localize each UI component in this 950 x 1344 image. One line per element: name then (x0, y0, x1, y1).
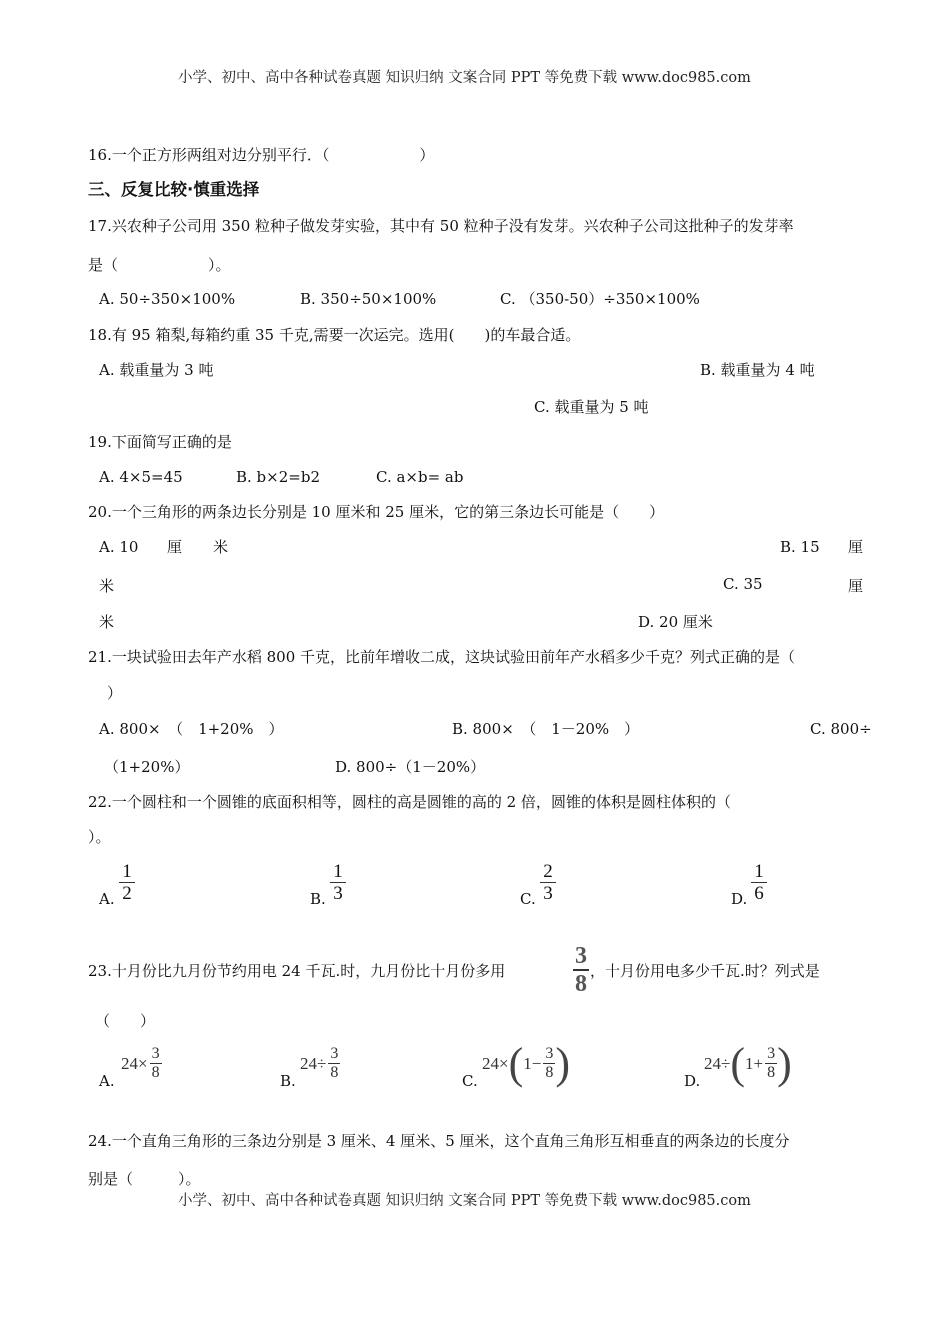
fraction-denominator: 3 (543, 883, 553, 904)
fraction (765, 1046, 777, 1081)
q23-option-b-label[interactable]: B. (280, 1072, 296, 1090)
fraction-numerator: 3 (330, 1045, 339, 1062)
q23-option-b-expression[interactable] (300, 1046, 340, 1081)
q22-option-d-label[interactable]: D. (731, 890, 748, 908)
question-22-line2: ）。 (88, 828, 111, 846)
right-paren-icon: ) (777, 1039, 792, 1088)
fraction-numerator: 3 (545, 1045, 554, 1063)
fraction-denominator: 3 (333, 883, 343, 904)
q20-option-b-unit2: 米 (99, 577, 115, 595)
q20-option-b[interactable]: B. 15 (780, 538, 820, 556)
q22-option-b-label[interactable]: B. (310, 890, 326, 908)
q23-option-c-label[interactable]: C. (462, 1072, 478, 1090)
q22-option-b-fraction[interactable] (330, 862, 346, 903)
q23-fraction (573, 944, 589, 996)
q20-option-a-unit1: 厘 (167, 538, 183, 556)
q20-option-c-unit1: 厘 (848, 577, 864, 595)
question-17-line2: 是（ ）。 (88, 256, 231, 274)
q20-option-c-unit2: 米 (99, 613, 115, 631)
q23-option-d-expression[interactable] (704, 1039, 792, 1088)
fraction-denominator: 8 (330, 1064, 339, 1081)
expression-prefix: 24× (121, 1053, 148, 1073)
question-22-line1: 22.一个圆柱和一个圆锥的底面积相等，圆柱的高是圆锥的高的 2 倍，圆锥的体积是圆柱体积的（ (88, 793, 731, 811)
q21-option-c-cont: （1+20%） (104, 758, 190, 776)
fraction-numerator: 1 (333, 861, 343, 882)
q23-option-d-label[interactable]: D. (684, 1072, 701, 1090)
q20-option-b-unit1: 厘 (848, 538, 864, 556)
fraction-denominator: 8 (545, 1064, 554, 1082)
question-23-line2: （ ） (95, 1012, 156, 1030)
fraction (328, 1046, 340, 1081)
expression-prefix: 24× (482, 1053, 509, 1073)
right-paren-icon: ) (555, 1039, 570, 1088)
q23-option-a-label[interactable]: A. (99, 1072, 115, 1090)
question-20: 20.一个三角形的两条边长分别是 10 厘米和 25 厘米，它的第三条边长可能是（ ） (88, 503, 665, 521)
fraction-numerator: 1 (122, 861, 132, 882)
q21-option-b[interactable]: B. 800× （ 1－20% ） (452, 720, 640, 738)
fraction-numerator: 1 (754, 861, 764, 882)
expression-prefix: 24÷ (300, 1053, 327, 1073)
q22-option-a-label[interactable]: A. (99, 890, 115, 908)
q19-option-c[interactable]: C. a×b= ab (376, 468, 464, 486)
page-footer: 小学、初中、高中各种试卷真题 知识归纳 文案合同 PPT 等免费下载 www.doc985.com (178, 1193, 751, 1209)
q21-option-a[interactable]: A. 800× （ 1+20% ） (99, 720, 284, 738)
expression-prefix: 24÷ (704, 1053, 731, 1073)
fraction-denominator: 6 (754, 883, 764, 904)
fraction-denominator: 8 (767, 1064, 776, 1082)
q17-option-c[interactable]: C. （350-50）÷350×100% (500, 290, 700, 308)
q18-option-c[interactable]: C. 载重量为 5 吨 (534, 398, 649, 416)
page-header: 小学、初中、高中各种试卷真题 知识归纳 文案合同 PPT 等免费下载 www.doc985.com (178, 70, 751, 86)
q18-option-a[interactable]: A. 载重量为 3 吨 (99, 361, 214, 379)
q23-option-c-expression[interactable] (482, 1039, 570, 1088)
fraction (543, 1046, 555, 1081)
fraction (150, 1046, 162, 1081)
question-21-line2: ） (107, 684, 123, 702)
left-paren-icon: ( (730, 1039, 745, 1088)
q19-option-a[interactable]: A. 4×5=45 (99, 468, 183, 486)
q20-option-a-unit2: 米 (213, 538, 229, 556)
fraction-numerator: 3 (767, 1045, 776, 1063)
q20-option-c[interactable]: C. 35 (723, 575, 763, 593)
expression-inner: 1+ (745, 1053, 764, 1073)
fraction-denominator: 2 (122, 883, 132, 904)
q22-option-d-fraction[interactable] (751, 862, 767, 903)
fraction-numerator: 3 (151, 1045, 160, 1062)
section-title: 三、反复比较·慎重选择 (88, 180, 260, 199)
expression-inner: 1− (523, 1053, 542, 1073)
question-21-line1: 21.一块试验田去年产水稻 800 千克，比前年增收二成，这块试验田前年产水稻多少千克？列式正确的是（ (88, 648, 796, 666)
question-24-line2: 别是（ ）。 (88, 1170, 201, 1188)
question-23-part2: ，十月份用电多少千瓦.时？列式是 (590, 962, 820, 980)
question-18: 18.有 95 箱梨,每箱约重 35 千克,需要一次运完。选用( )的车最合适。 (88, 326, 581, 344)
question-23-part1: 23.十月份比九月份节约用电 24 千瓦.时，九月份比十月份多用 (88, 962, 506, 980)
fraction-numerator: 2 (543, 861, 553, 882)
q20-option-d[interactable]: D. 20 厘米 (638, 613, 713, 631)
question-16: 16.一个正方形两组对边分别平行．（ ） (88, 146, 435, 164)
q19-option-b[interactable]: B. b×2=b2 (236, 468, 320, 486)
question-24-line1: 24.一个直角三角形的三条边分别是 3 厘米、4 厘米、5 厘米，这个直角三角形互相垂直的两条边的长度分 (88, 1132, 790, 1150)
q23-option-a-expression[interactable] (121, 1046, 162, 1081)
question-19: 19.下面简写正确的是 (88, 433, 232, 451)
question-17-line1: 17.兴农种子公司用 350 粒种子做发芽实验，其中有 50 粒种子没有发芽。兴农种子公司这批种子的发芽率 (88, 217, 794, 235)
q22-option-c-label[interactable]: C. (520, 890, 536, 908)
left-paren-icon: ( (508, 1039, 524, 1088)
fraction-numerator: 3 (575, 943, 587, 969)
fraction-denominator: 8 (151, 1064, 160, 1081)
q22-option-a-fraction[interactable] (119, 862, 135, 903)
q17-option-a[interactable]: A. 50÷350×100% (99, 290, 236, 308)
q21-option-c[interactable]: C. 800÷ (810, 720, 872, 738)
q20-option-a[interactable]: A. 10 (99, 538, 139, 556)
q22-option-c-fraction[interactable] (540, 862, 556, 903)
q17-option-b[interactable]: B. 350÷50×100% (300, 290, 437, 308)
fraction-denominator: 8 (575, 971, 587, 997)
q18-option-b[interactable]: B. 载重量为 4 吨 (700, 361, 815, 379)
q21-option-d[interactable]: D. 800÷（1－20%） (335, 758, 486, 776)
